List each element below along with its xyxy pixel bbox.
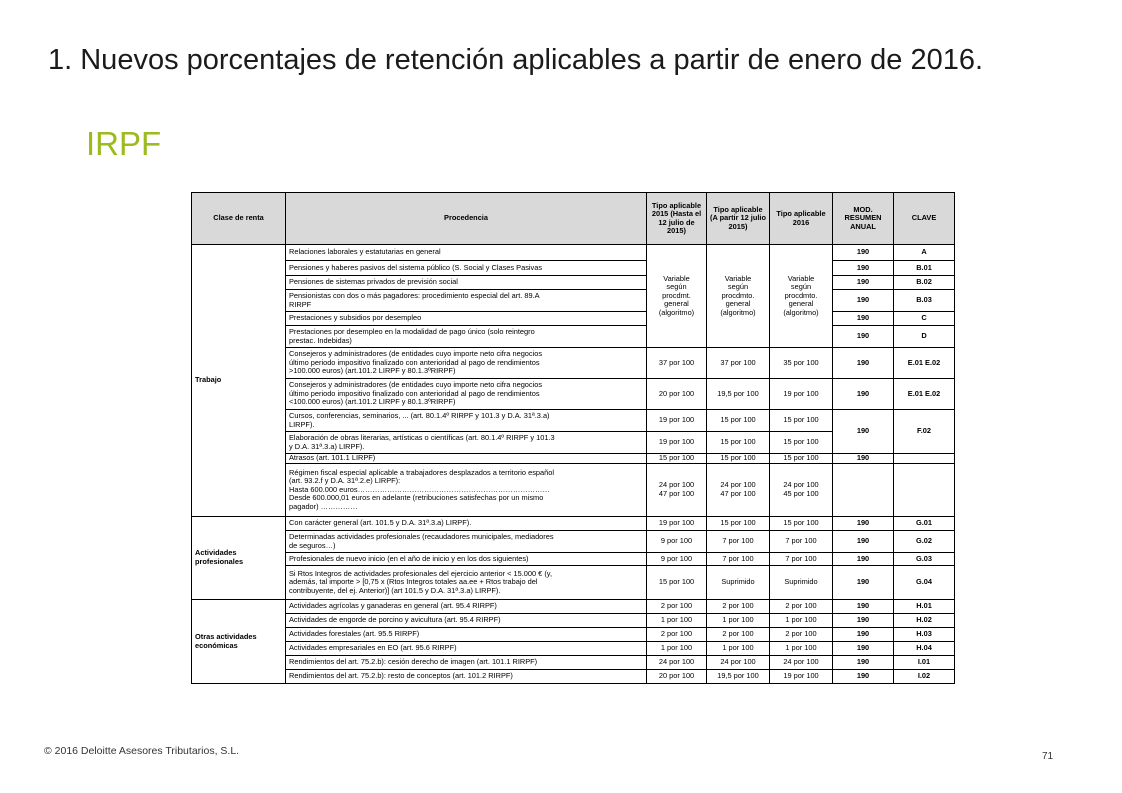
header-procedencia: Procedencia [286, 193, 647, 245]
cell-mod: 190 [833, 312, 894, 326]
table-row [192, 628, 955, 642]
cell-clave: F.02 [894, 410, 955, 454]
cell-tipo-julio: 37 por 100 [707, 348, 770, 379]
cell-procedencia: Elaboración de obras literarias, artísticas o científicas (art. 80.1.4º RIRPF y 101.3 y D.A. 31ª.3.a) LIRPF). [286, 432, 647, 454]
cell-mod: 190 [833, 531, 894, 553]
cell-tipo-julio: 7 por 100 [707, 531, 770, 553]
cell-tipo-2016: Variable según procdmto. general (algoritmo) [770, 245, 833, 348]
slide-title: 1. Nuevos porcentajes de retención aplicables a partir de enero de 2016. [48, 44, 984, 76]
cell-procedencia: Actividades de engorde de porcino y avicultura (art. 95.4 RIRPF) [286, 614, 647, 628]
cell-procedencia: Prestaciones por desempleo en la modalidad de pago único (solo reintegro prestac. Indebidas) [286, 326, 647, 348]
cell-tipo-2015: 1 por 100 [647, 642, 707, 656]
table-row [192, 245, 955, 261]
cell-tipo-julio: Variable según procdmto. general (algoritmo) [707, 245, 770, 348]
table-row [192, 614, 955, 628]
header-clase: Clase de renta [192, 193, 286, 245]
cell-tipo-2015: 19 por 100 [647, 517, 707, 531]
table-row [192, 670, 955, 684]
table-row [192, 326, 955, 348]
cell-procedencia: Consejeros y administradores (de entidades cuyo importe neto cifra negocios último periodo impositivo finalizado con anterioridad al pago de rendimientos <100.000 euros) (art.101.2 LIRPF y 80.1.3ºRIRPF) [286, 379, 647, 410]
header-tipo-julio: Tipo aplicable (A partir 12 julio 2015) [707, 193, 770, 245]
cell-mod: 190 [833, 454, 894, 464]
cell-clave: A [894, 245, 955, 261]
cell-procedencia: Prestaciones y subsidios por desempleo [286, 312, 647, 326]
cell-procedencia: Rendimientos del art. 75.2.b): cesión derecho de imagen (art. 101.1 RIRPF) [286, 656, 647, 670]
cell-clave: E.01 E.02 [894, 379, 955, 410]
cell-clave: I.02 [894, 670, 955, 684]
cell-procedencia: Pensiones de sistemas privados de previsión social [286, 276, 647, 290]
group-trabajo: Trabajo [192, 245, 286, 517]
cell-procedencia: Profesionales de nuevo inicio (en el año de inicio y en los dos siguientes) [286, 553, 647, 566]
cell-mod: 190 [833, 517, 894, 531]
cell-mod: 190 [833, 326, 894, 348]
cell-mod: 190 [833, 261, 894, 276]
cell-tipo-2016: 19 por 100 [770, 670, 833, 684]
cell-tipo-julio: 15 por 100 [707, 410, 770, 432]
cell-tipo-julio: 7 por 100 [707, 553, 770, 566]
cell-mod: 190 [833, 410, 894, 454]
cell-tipo-2016: 15 por 100 [770, 432, 833, 454]
cell-procedencia: Rendimientos del art. 75.2.b): resto de conceptos (art. 101.2 RIRPF) [286, 670, 647, 684]
table-row [192, 312, 955, 326]
cell-tipo-2016: 15 por 100 [770, 517, 833, 531]
cell-tipo-2016: 7 por 100 [770, 531, 833, 553]
cell-clave: D [894, 326, 955, 348]
cell-clave: G.03 [894, 553, 955, 566]
table-row [192, 348, 955, 379]
table-row [192, 410, 955, 432]
cell-tipo-2016: 35 por 100 [770, 348, 833, 379]
table-row [192, 290, 955, 312]
cell-tipo-2015: 9 por 100 [647, 531, 707, 553]
slide-subtitle: IRPF [86, 125, 162, 162]
table-row [192, 464, 955, 517]
cell-tipo-julio: 15 por 100 [707, 517, 770, 531]
cell-procedencia: Relaciones laborales y estatutarias en general [286, 245, 647, 261]
cell-tipo-2015: 20 por 100 [647, 379, 707, 410]
cell-clave: E.01 E.02 [894, 348, 955, 379]
cell-tipo-2015: 15 por 100 [647, 454, 707, 464]
cell-tipo-2015: 24 por 100 47 por 100 [647, 464, 707, 517]
cell-tipo-2015: 19 por 100 [647, 410, 707, 432]
cell-tipo-2015: 2 por 100 [647, 600, 707, 614]
cell-procedencia: Consejeros y administradores (de entidades cuyo importe neto cifra negocios último periodo impositivo finalizado con anterioridad al pago de rendimientos >100.000 euros) (art.101.2 LIRPF y 80.1.3ºRIRPF) [286, 348, 647, 379]
table-row [192, 531, 955, 553]
cell-mod: 190 [833, 553, 894, 566]
cell-mod: 190 [833, 290, 894, 312]
cell-tipo-2015: Variable según procdmt. general (algoritmo) [647, 245, 707, 348]
cell-mod: 190 [833, 600, 894, 614]
cell-tipo-2016: 1 por 100 [770, 642, 833, 656]
group-otras-actividades: Otras actividades económicas [192, 600, 286, 684]
cell-clave: B.02 [894, 276, 955, 290]
cell-tipo-2016: 15 por 100 [770, 410, 833, 432]
cell-mod: 190 [833, 614, 894, 628]
cell-clave: H.01 [894, 600, 955, 614]
cell-clave: H.03 [894, 628, 955, 642]
cell-tipo-2015: 9 por 100 [647, 553, 707, 566]
header-tipo-2016: Tipo aplicable 2016 [770, 193, 833, 245]
table-row [192, 454, 955, 464]
header-tipo-2015: Tipo aplicable 2015 (Hasta el 12 julio de 2015) [647, 193, 707, 245]
cell-tipo-2016: 19 por 100 [770, 379, 833, 410]
cell-mod: 190 [833, 379, 894, 410]
cell-tipo-2016: 7 por 100 [770, 553, 833, 566]
cell-tipo-2015: 19 por 100 [647, 432, 707, 454]
cell-procedencia: Pensiones y haberes pasivos del sistema público (S. Social y Clases Pasivas [286, 261, 647, 276]
cell-mod: 190 [833, 656, 894, 670]
cell-tipo-julio: 2 por 100 [707, 628, 770, 642]
cell-mod: 190 [833, 566, 894, 600]
table-row [192, 642, 955, 656]
cell-mod [833, 464, 894, 517]
footer-copyright: © 2016 Deloitte Asesores Tributarios, S.L. [44, 745, 240, 757]
cell-tipo-2015: 2 por 100 [647, 628, 707, 642]
cell-tipo-2016: 1 por 100 [770, 614, 833, 628]
header-clave: CLAVE [894, 193, 955, 245]
cell-tipo-julio: 24 por 100 [707, 656, 770, 670]
cell-clave [894, 464, 955, 517]
cell-clave [894, 454, 955, 464]
cell-clave: G.01 [894, 517, 955, 531]
cell-clave: C [894, 312, 955, 326]
cell-procedencia: Con carácter general (art. 101.5 y D.A. 31ª.3.a) LIRPF). [286, 517, 647, 531]
cell-mod: 190 [833, 628, 894, 642]
cell-tipo-2016: 2 por 100 [770, 628, 833, 642]
cell-tipo-2015: 20 por 100 [647, 670, 707, 684]
cell-clave: I.01 [894, 656, 955, 670]
cell-tipo-2016: 2 por 100 [770, 600, 833, 614]
page-number: 71 [1042, 751, 1054, 762]
cell-procedencia: Actividades empresariales en EO (art. 95.6 RIRPF) [286, 642, 647, 656]
cell-tipo-julio: Suprimido [707, 566, 770, 600]
cell-tipo-julio: 19,5 por 100 [707, 379, 770, 410]
cell-procedencia: Si Rtos Integros de actividades profesionales del ejercicio anterior < 15.000 € (y, además, tal importe > [0,75 x (Rtos Integros totales aa.ee + Rtos trabajo del contribuyente, del ej. Anterior)] (art 101.5 y D.A. 31ª.3.a) LIRPF). [286, 566, 647, 600]
cell-tipo-julio: 24 por 100 47 por 100 [707, 464, 770, 517]
cell-tipo-julio: 15 por 100 [707, 432, 770, 454]
table-header-row [192, 193, 955, 245]
cell-procedencia: Régimen fiscal especial aplicable a trabajadores desplazados a territorio español (art. 93.2.f y D.A. 31ª.2.e) LIRPF): Hasta 600.000 euros…………………………………………………………………… Desde 600.000,01 euros en adelante (retribuciones satisfechas por un mismo pagador) …………… [286, 464, 647, 517]
cell-tipo-julio: 1 por 100 [707, 614, 770, 628]
cell-procedencia: Pensionistas con dos o más pagadores: procedimiento especial del art. 89.A RIRPF [286, 290, 647, 312]
cell-tipo-2016: 24 por 100 [770, 656, 833, 670]
cell-tipo-julio: 2 por 100 [707, 600, 770, 614]
cell-tipo-julio: 19,5 por 100 [707, 670, 770, 684]
cell-mod: 190 [833, 348, 894, 379]
cell-procedencia: Determinadas actividades profesionales (recaudadores municipales, mediadores de seguros…) [286, 531, 647, 553]
header-mod: MOD. RESUMEN ANUAL [833, 193, 894, 245]
cell-tipo-2015: 24 por 100 [647, 656, 707, 670]
table-row [192, 600, 955, 614]
group-actividades-profesionales: Actividades profesionales [192, 517, 286, 600]
cell-mod: 190 [833, 642, 894, 656]
cell-tipo-2016: Suprimido [770, 566, 833, 600]
cell-procedencia: Atrasos (art. 101.1 LIRPF) [286, 454, 647, 464]
table-row [192, 379, 955, 410]
table-row [192, 276, 955, 290]
table-row [192, 517, 955, 531]
cell-tipo-julio: 15 por 100 [707, 454, 770, 464]
irpf-table-container [191, 192, 955, 684]
cell-procedencia: Cursos, conferencias, seminarios, ... (art. 80.1.4º RIRPF y 101.3 y D.A. 31ª.3.a) LIRPF). [286, 410, 647, 432]
irpf-retention-table [191, 192, 955, 684]
table-row [192, 261, 955, 276]
cell-mod: 190 [833, 276, 894, 290]
table-row [192, 656, 955, 670]
cell-tipo-2015: 1 por 100 [647, 614, 707, 628]
cell-tipo-julio: 1 por 100 [707, 642, 770, 656]
cell-tipo-2015: 15 por 100 [647, 566, 707, 600]
cell-tipo-2015: 37 por 100 [647, 348, 707, 379]
table-row [192, 553, 955, 566]
cell-clave: B.01 [894, 261, 955, 276]
cell-clave: G.04 [894, 566, 955, 600]
cell-mod: 190 [833, 670, 894, 684]
cell-clave: B.03 [894, 290, 955, 312]
cell-tipo-2016: 15 por 100 [770, 454, 833, 464]
cell-procedencia: Actividades agrícolas y ganaderas en general (art. 95.4 RIRPF) [286, 600, 647, 614]
cell-tipo-2016: 24 por 100 45 por 100 [770, 464, 833, 517]
cell-mod: 190 [833, 245, 894, 261]
cell-clave: H.04 [894, 642, 955, 656]
cell-clave: G.02 [894, 531, 955, 553]
cell-clave: H.02 [894, 614, 955, 628]
table-row [192, 566, 955, 600]
cell-procedencia: Actividades forestales (art. 95.5 RIRPF) [286, 628, 647, 642]
